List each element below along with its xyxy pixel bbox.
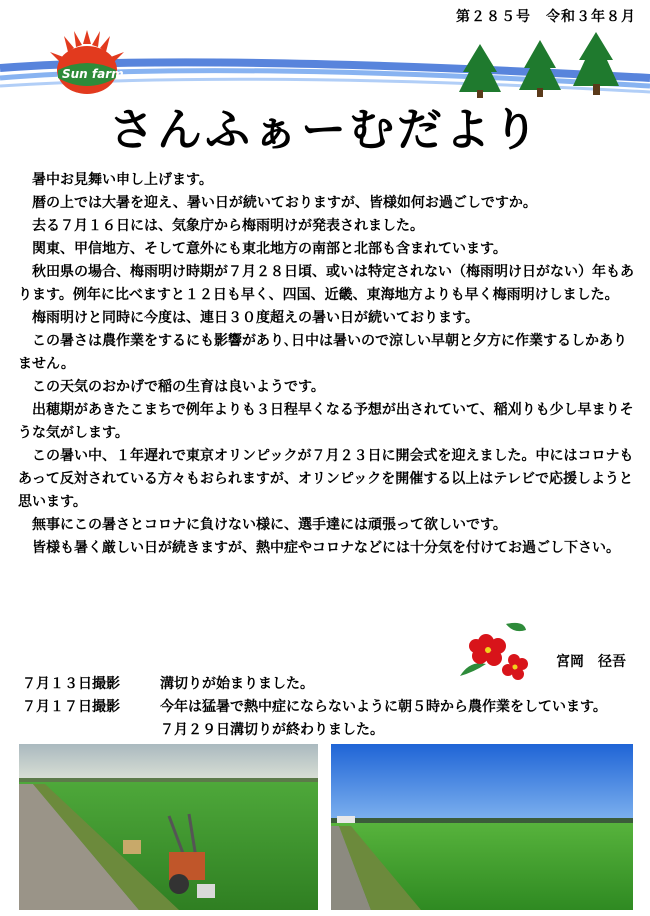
paragraph: この天気のおかげで稲の生育は良いようです。 [32, 379, 325, 395]
paragraph: 無事にこの暑さとコロナに負けない様に、選手達には頑張って欲しいです。 [32, 517, 507, 533]
logo-lettering: Sun farm [62, 67, 124, 81]
caption-date: ７月１７日撮影 [22, 699, 120, 715]
paragraph: 暑中お見舞い申し上げます。 [32, 172, 213, 188]
paragraph: 出穂期があきたこまちで例年よりも３日程早くなる予想が出されていて、稲刈りも少し早まりそうな気がします。 [18, 402, 634, 441]
photo-captions [22, 673, 620, 742]
paragraph: この暑さは農作業をするにも影響があり､日中は暑いので涼しい早朝と夕方に作業するしかありません。 [18, 333, 627, 372]
paragraph: 去る７月１６日には、気象庁から梅雨明けが発表されました。 [32, 218, 424, 234]
caption-text: 溝切りが始まりました。 [160, 676, 314, 692]
rice-field-photo-right [331, 744, 633, 910]
paragraph: 暦の上では大暑を迎え、暑い日が続いておりますが、皆様如何お過ごしですか。 [32, 195, 537, 211]
sun-farm-logo [44, 26, 130, 96]
caption-date: ７月１３日撮影 [22, 676, 120, 692]
author-signature: 宮岡 径吾 [556, 654, 626, 670]
pine-trees-decoration [455, 30, 645, 100]
paragraph: 関東、甲信地方、そして意外にも東北地方の南部と北部も含まれています。 [32, 241, 507, 257]
issue-number: 第２８５号 令和３年８月 [456, 9, 636, 25]
paragraph: この暑い中、１年遅れで東京オリンピックが７月２３日に開会式を迎えました。中にはコロナもあって反対されている方々もおられますが、オリンピックを開催する以上はテレビで応援しようと思います。 [18, 448, 634, 510]
caption-row [22, 696, 620, 742]
greeting-body [18, 169, 640, 560]
rice-field-photo-left [19, 744, 318, 910]
caption-text: 今年は猛暑で熱中症にならないように朝５時から農作業をしています。７月２９日溝切りが終わりました。 [160, 699, 607, 738]
paragraph: 秋田県の場合、梅雨明け時期が７月２８日頃、或いは特定されない（梅雨明け日がない）年もあります。例年に比べますと１２日も早く、四国、近畿、東海地方よりも早く梅雨明けしました。 [18, 264, 634, 303]
paragraph: 梅雨明けと同時に今度は、連日３０度超えの暑い日が続いております。 [32, 310, 479, 326]
caption-row [22, 673, 620, 696]
newsletter-title: さんふぁーむだより [108, 103, 541, 156]
paragraph: 皆様も暑く厳しい日が続きますが、熱中症やコロナなどには十分気を付けてお過ごし下さい。 [32, 540, 620, 556]
